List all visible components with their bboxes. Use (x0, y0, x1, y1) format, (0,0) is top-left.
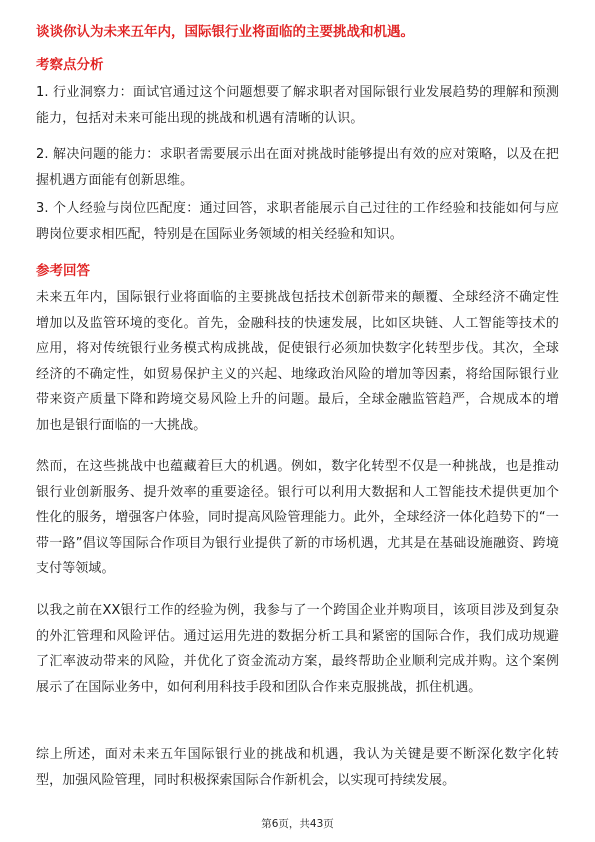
answer-paragraph: 以我之前在XX银行工作的经验为例，我参与了一个跨国企业并购项目，该项目涉及到复杂的外汇管理和风险评估。通过运用先进的数据分析工具和紧密的国际合作，我们成功规避了汇率波动带来的风险，并优化了资金流动方案，最终帮助企业顺利完成并购。这个案例展示了在国际业务中，如何利用科技手段和团队合作来克服挑战，抓住机遇。 (36, 603, 559, 695)
analysis-section-title: 考察点分析 (36, 57, 104, 73)
answer-section-title: 参考回答 (36, 263, 90, 279)
answer-paragraph: 综上所述，面对未来五年国际银行业的挑战和机遇，我认为关键是要不断深化数字化转型，加强风险管理，同时积极探索国际合作新机会，以实现可持续发展。 (36, 747, 559, 788)
analysis-point: 2. 解决问题的能力：求职者需要展示出在面对挑战时能够提出有效的应对策略，以及在把握机遇方面能有创新思维。 (36, 147, 559, 188)
analysis-point: 1. 行业洞察力：面试官通过这个问题想要了解求职者对国际银行业发展趋势的理解和预测能力，包括对未来可能出现的挑战和机遇有清晰的认识。 (36, 85, 559, 126)
page-number: 第6页，共43页 (261, 818, 334, 830)
answer-paragraph: 然而，在这些挑战中也蕴藏着巨大的机遇。例如，数字化转型不仅是一种挑战，也是推动银行业创新服务、提升效率的重要途径。银行可以利用大数据和人工智能技术提供更加个性化的服务，增强客户体验，同时提高风险管理能力。此外，全球经济一体化趋势下的“一带一路”倡议等国际合作项目为银行业提供了新的市场机遇，尤其是在基础设施融资、跨境支付等领域。 (36, 459, 559, 577)
analysis-point: 3. 个人经验与岗位匹配度：通过回答，求职者能展示自己过往的工作经验和技能如何与应聘岗位要求相匹配，特别是在国际业务领域的相关经验和知识。 (36, 201, 559, 242)
answer-paragraph: 未来五年内，国际银行业将面临的主要挑战包括技术创新带来的颠覆、全球经济不确定性增加以及监管环境的变化。首先，金融科技的快速发展，比如区块链、人工智能等技术的应用，将对传统银行业务模式构成挑战，促使银行必须加快数字化转型步伐。其次，全球经济的不确定性，如贸易保护主义的兴起、地缘政治风险的增加等因素，将给国际银行业带来资产质量下降和跨境交易风险上升的问题。最后，全球金融监管趋严，合规成本的增加也是银行面临的一大挑战。 (36, 290, 559, 433)
question-heading: 谈谈你认为未来五年内，国际银行业将面临的主要挑战和机遇。 (36, 24, 414, 40)
